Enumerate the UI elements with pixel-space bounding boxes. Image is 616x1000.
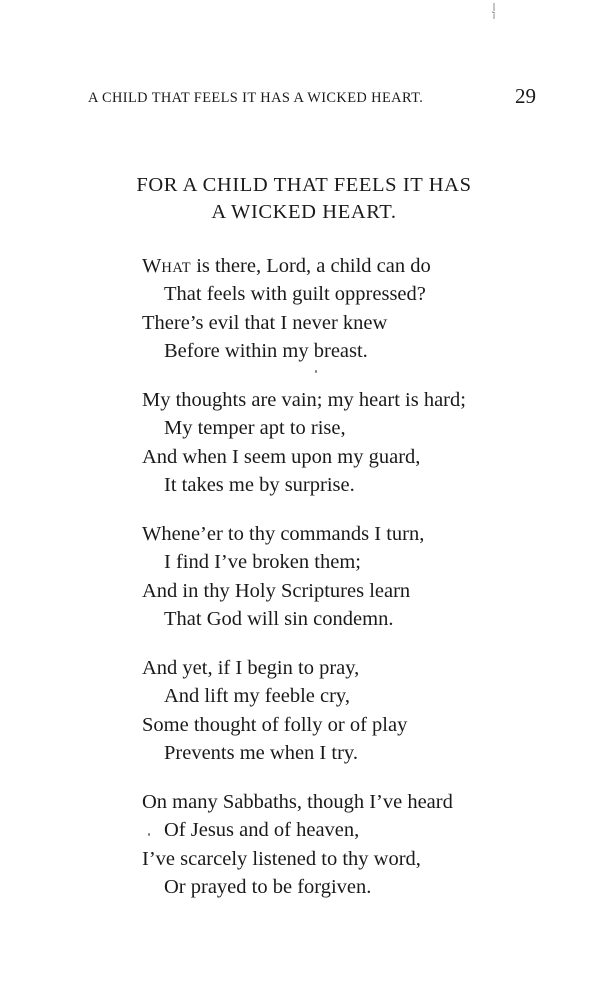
poem-title-line-2: A WICKED HEART. xyxy=(211,201,397,223)
poem-line: Whene’er to thy commands I turn, xyxy=(142,523,425,545)
poem-line: And when I seem upon my guard, xyxy=(142,446,421,468)
poem-line: And in thy Holy Scriptures learn xyxy=(142,580,411,602)
poem-line: And yet, if I begin to pray, xyxy=(142,657,360,679)
running-head xyxy=(88,84,544,108)
poem-line: That feels with guilt oppressed? xyxy=(164,283,426,305)
page-number: 29 xyxy=(515,84,536,108)
poem-line: And lift my feeble cry, xyxy=(164,685,350,707)
poem-line: It takes me by surprise. xyxy=(164,474,355,496)
drop-letter: W xyxy=(142,255,162,277)
line-rest: is there, Lord, a child can do xyxy=(191,255,431,277)
poem-title-line-1: FOR A CHILD THAT FEELS IT HAS xyxy=(136,174,472,196)
poem-line: My thoughts are vain; my heart is hard; xyxy=(142,389,466,411)
poem-line: Or prayed to be forgiven. xyxy=(164,876,372,898)
poem-line: My temper apt to rise, xyxy=(164,417,346,439)
poem-line: I’ve scarcely listened to thy word, xyxy=(142,848,421,870)
poem-line: Prevents me when I try. xyxy=(164,742,358,764)
running-head-title: A CHILD THAT FEELS IT HAS A WICKED HEART. xyxy=(88,90,424,106)
poem-line xyxy=(142,252,431,282)
print-speck xyxy=(315,370,317,373)
small-caps-word: HAT xyxy=(161,260,192,276)
poem-line: There’s evil that I never knew xyxy=(142,312,388,334)
pencil-mark-icon xyxy=(489,2,499,20)
poem-line: Before within my breast. xyxy=(164,340,368,362)
print-speck xyxy=(148,833,150,836)
poem-line: On many Sabbaths, though I’ve heard xyxy=(142,791,453,813)
poem-line: That God will sin condemn. xyxy=(164,608,394,630)
poem-line: I find I’ve broken them; xyxy=(164,551,361,573)
poem-line: Of Jesus and of heaven, xyxy=(164,819,360,841)
poem-line: Some thought of folly or of play xyxy=(142,714,408,736)
